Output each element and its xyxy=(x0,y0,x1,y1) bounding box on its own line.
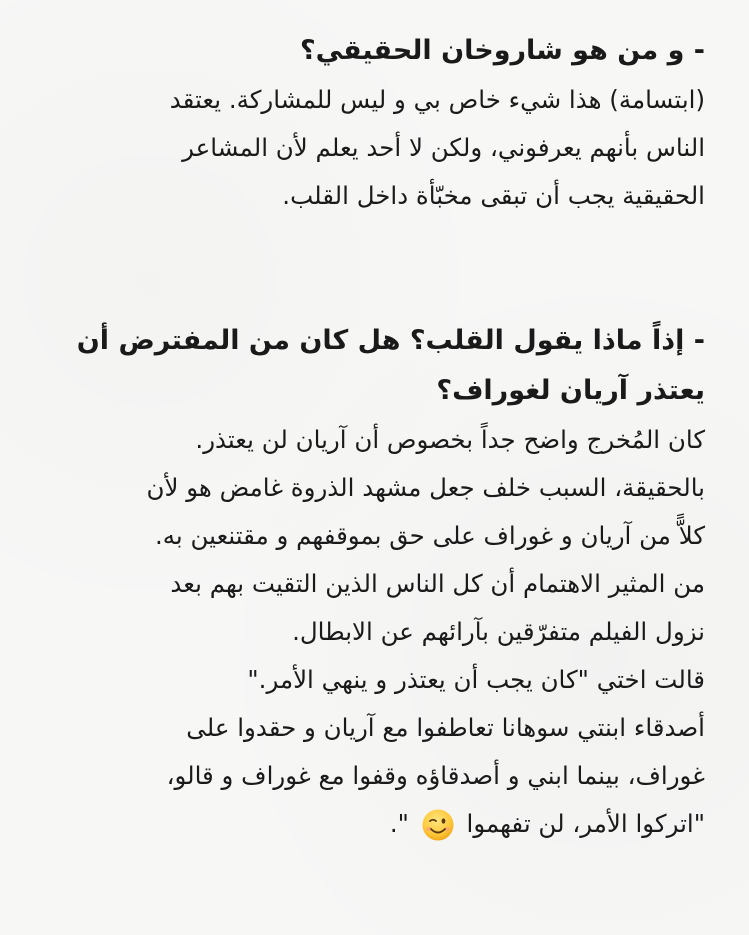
winking-face-icon xyxy=(421,808,455,842)
answer-line: (ابتسامة) هذا شيء خاص بي و ليس للمشاركة. يعتقد xyxy=(169,85,705,114)
answer-line: أصدقاء ابنتي سوهانا تعاطفوا مع آريان و حقدوا على xyxy=(186,713,705,742)
answer-line: نزول الفيلم متفرّقين بآرائهم عن الابطال. xyxy=(292,617,705,646)
last-line-closing: ". xyxy=(389,809,409,838)
section-spacer xyxy=(38,220,705,316)
answer-last-line xyxy=(38,800,705,848)
question-heading-1: - و من هو شاروخان الحقيقي؟ xyxy=(299,35,705,66)
question-heading-2-line: - إذاً ماذا يقول القلب؟ هل كان من المفترض أن xyxy=(76,325,705,356)
answer-line: قالت اختي "كان يجب أن يعتذر و ينهي الأمر." xyxy=(247,665,705,694)
answer-line: كان المُخرج واضح جداً بخصوص أن آريان لن يعتذر. xyxy=(195,425,705,454)
section-2 xyxy=(38,316,705,848)
answer-line: الناس بأنهم يعرفوني، ولكن لا أحد يعلم لأن المشاعر xyxy=(182,133,705,162)
answer-line: من المثير الاهتمام أن كل الناس الذين التقيت بهم بعد xyxy=(170,569,705,598)
section-1 xyxy=(38,26,705,220)
answer-line: الحقيقية يجب أن تبقى مخبّأة داخل القلب. xyxy=(282,181,705,210)
answer-line: غوراف، بينما ابني و أصدقاؤه وقفوا مع غوراف و قالو، xyxy=(166,761,705,790)
last-line-text: "اتركوا الأمر، لن تفهموا xyxy=(466,809,705,838)
answer-line: بالحقيقة، السبب خلف جعل مشهد الذروة غامض هو لأن xyxy=(146,473,705,502)
question-heading-2-line: يعتذر آريان لغوراف؟ xyxy=(436,375,705,406)
answer-line: كلاًّ من آريان و غوراف على حق بموقفهم و مقتنعين به. xyxy=(155,521,705,550)
